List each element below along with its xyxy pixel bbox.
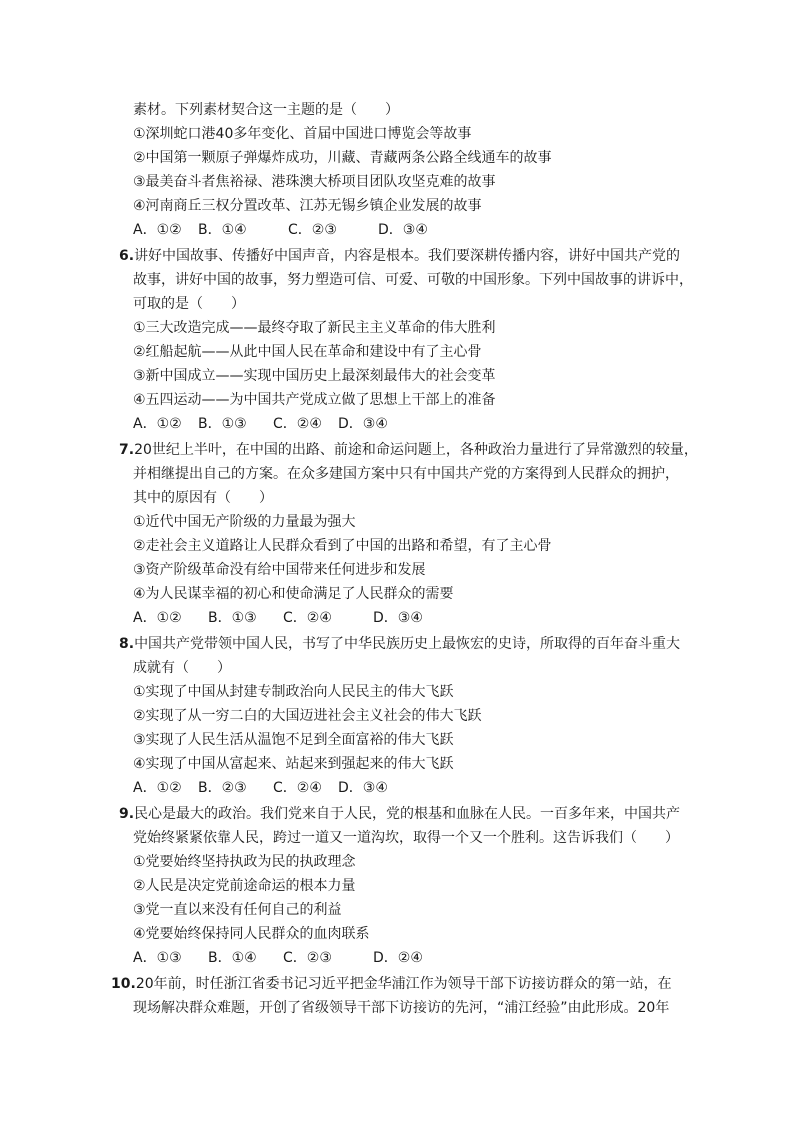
q5-stem-tail: 素材。下列素材契合这一主题的是（ ） xyxy=(133,102,399,118)
q6-option-1: ①三大改造完成——最终夺取了新民主主义革命的伟大胜利 xyxy=(133,320,496,336)
q8-stem-line-1: 8.中国共产党带领中国人民，书写了中华民族历史上最恢宏的史诗，所取得的百年奋斗重大 xyxy=(119,636,681,652)
q5-option-1: ①深圳蛇口港40多年变化、首届中国进口博览会等故事 xyxy=(133,126,472,142)
q6-stem-line-3: 可取的是（ ） xyxy=(133,296,245,312)
q6-option-2: ②红船起航——从此中国人民在革命和建设中有了主心骨 xyxy=(133,344,482,360)
q8-option-3: ③实现了人民生活从温饱不足到全面富裕的伟大飞跃 xyxy=(133,732,454,748)
q9-stem-line-1: 9.民心是最大的政治。我们党来自于人民，党的根基和血脉在人民。一百多年来，中国共产 xyxy=(119,806,681,822)
q6-option-3: ③新中国成立——实现中国历史上最深刻最伟大的社会变革 xyxy=(133,368,496,384)
q6-choice-d[interactable]: D．③④ xyxy=(338,416,388,432)
q5-choice-c[interactable]: C．②③ xyxy=(288,222,337,238)
q8-choice-c[interactable]: C．②④ xyxy=(273,780,322,796)
q6-stem-line-1: 6.讲好中国故事、传播好中国声音，内容是根本。我们要深耕传播内容，讲好中国共产党的 xyxy=(119,248,681,264)
q7-number: 7. xyxy=(119,442,135,458)
q7-stem-line-2: 并相继提出自己的方案。在众多建国方案中只有中国共产党的方案得到人民群众的拥护， xyxy=(133,466,679,482)
q9-choice-d[interactable]: D．②④ xyxy=(373,950,423,966)
q5-choice-b[interactable]: B．①④ xyxy=(198,222,247,238)
q10-stem-line-2: 现场解决群众难题，开创了省级领导干部下访接访的先河，“浦江经验”由此形成。20年 xyxy=(133,1000,670,1016)
q9-number: 9. xyxy=(119,806,135,822)
q7-answer-choices xyxy=(133,608,423,628)
q8-answer-choices xyxy=(133,778,388,798)
q7-stem-line-1: 7.20世纪上半叶，在中国的出路、前途和命运问题上，各种政治力量进行了异常激烈的较量， xyxy=(119,442,698,458)
q9-option-3: ③党一直以来没有任何自己的利益 xyxy=(133,902,342,918)
q5-option-2: ②中国第一颗原子弹爆炸成功，川藏、青藏两条公路全线通车的故事 xyxy=(133,150,552,166)
q9-choice-c[interactable]: C．②③ xyxy=(283,950,332,966)
q6-number: 6. xyxy=(119,248,135,264)
q7-choice-d[interactable]: D．③④ xyxy=(373,610,423,626)
q8-number: 8. xyxy=(119,636,135,652)
q8-stem-line-2: 成就有（ ） xyxy=(133,660,231,676)
q7-option-2: ②走社会主义道路让人民群众看到了中国的出路和希望，有了主心骨 xyxy=(133,538,552,554)
q5-choice-a[interactable]: A．①② xyxy=(133,222,182,238)
q8-option-1: ①实现了中国从封建专制政治向人民民主的伟大飞跃 xyxy=(133,684,454,700)
q7-stem-line-3: 其中的原因有（ ） xyxy=(133,490,273,506)
q6-option-4: ④五四运动——为中国共产党成立做了思想上干部上的准备 xyxy=(133,392,496,408)
q6-choice-b[interactable]: B．①③ xyxy=(198,416,247,432)
q9-option-4: ④党要始终保持同人民群众的血肉联系 xyxy=(133,926,370,942)
q7-option-3: ③资产阶级革命没有给中国带来任何进步和发展 xyxy=(133,562,426,578)
q5-option-3: ③最美奋斗者焦裕禄、港珠澳大桥项目团队攻坚克难的故事 xyxy=(133,174,496,190)
q9-answer-choices xyxy=(133,948,423,968)
q6-choice-a[interactable]: A．①② xyxy=(133,416,182,432)
q7-option-1: ①近代中国无产阶级的力量最为强大 xyxy=(133,514,356,530)
q5-option-4: ④河南商丘三权分置改革、江苏无锡乡镇企业发展的故事 xyxy=(133,198,482,214)
q5-answer-choices xyxy=(133,220,428,240)
q9-option-2: ②人民是决定党前途命运的根本力量 xyxy=(133,878,356,894)
q9-option-1: ①党要始终坚持执政为民的执政理念 xyxy=(133,854,356,870)
q7-choice-c[interactable]: C．②④ xyxy=(283,610,332,626)
q8-choice-d[interactable]: D．③④ xyxy=(338,780,388,796)
q8-option-2: ②实现了从一穷二白的大国迈进社会主义社会的伟大飞跃 xyxy=(133,708,482,724)
q7-option-4: ④为人民谋幸福的初心和使命满足了人民群众的需要 xyxy=(133,586,454,602)
q9-choice-b[interactable]: B．①④ xyxy=(208,950,257,966)
q7-choice-b[interactable]: B．①③ xyxy=(208,610,257,626)
q9-stem-line-2: 党始终紧紧依靠人民，跨过一道又一道沟坎，取得一个又一个胜利。这告诉我们（ ） xyxy=(133,830,679,846)
q6-stem-line-2: 故事，讲好中国的故事，努力塑造可信、可爱、可敬的中国形象。下列中国故事的讲诉中， xyxy=(133,272,693,288)
q7-choice-a[interactable]: A．①② xyxy=(133,610,182,626)
q8-choice-a[interactable]: A．①② xyxy=(133,780,182,796)
q8-choice-b[interactable]: B．②③ xyxy=(198,780,247,796)
q10-number: 10. xyxy=(111,976,136,992)
q6-choice-c[interactable]: C．②④ xyxy=(273,416,322,432)
q5-choice-d[interactable]: D．③④ xyxy=(378,222,428,238)
q6-answer-choices xyxy=(133,414,388,434)
q10-stem-line-1: 10.20年前，时任浙江省委书记习近平把金华浦江作为领导干部下访接访群众的第一站，在 xyxy=(111,976,672,992)
q8-option-4: ④实现了中国从富起来、站起来到强起来的伟大飞跃 xyxy=(133,756,454,772)
q9-choice-a[interactable]: A．①③ xyxy=(133,950,182,966)
